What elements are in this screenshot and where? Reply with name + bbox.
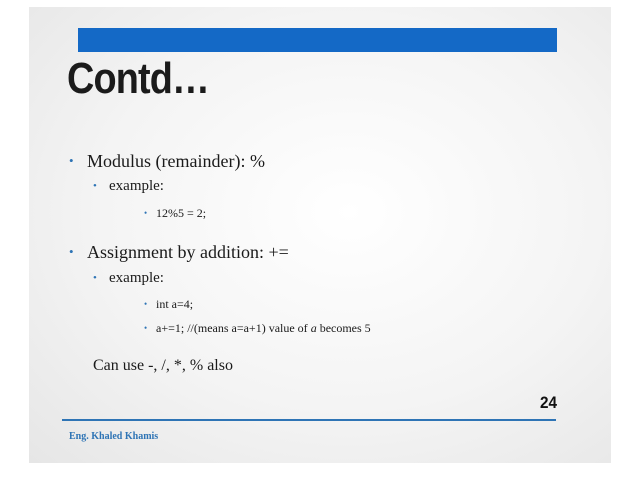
top-accent-bar	[78, 28, 557, 52]
bullet-assignment-label: Assignment by addition: +=	[87, 242, 289, 262]
bullet-dot: •	[69, 244, 74, 259]
operators-note: Can use -, /, *, % also	[93, 357, 233, 374]
page-number: 24	[539, 393, 557, 412]
detail-text-after: becomes 5	[316, 321, 371, 335]
bullet-dot: •	[144, 208, 148, 218]
bullet-dot: •	[93, 272, 97, 284]
bullet-dot: •	[144, 323, 148, 333]
bullet-dot: •	[69, 153, 74, 168]
slide-title: Contd…	[67, 54, 209, 103]
detail-addition-assignment-text	[156, 320, 371, 336]
detail-int-declaration-text: int a=4;	[156, 297, 194, 311]
detail-modulus-example-text: 12%5 = 2;	[156, 206, 207, 220]
bullet-dot: •	[144, 299, 148, 309]
footer-divider	[62, 419, 556, 421]
detail-text-before: a+=1; //(means a=a+1) value of	[156, 321, 311, 335]
bullet-modulus-label: Modulus (remainder): %	[87, 151, 265, 171]
sub-bullet-example-2-label: example:	[109, 270, 164, 286]
author-credit: Eng. Khaled Khamis	[69, 431, 159, 442]
detail-text-emphasis: a	[310, 321, 317, 335]
sub-bullet-example-1-label: example:	[109, 178, 164, 194]
bullet-dot: •	[93, 180, 97, 192]
slide-background	[29, 7, 611, 463]
